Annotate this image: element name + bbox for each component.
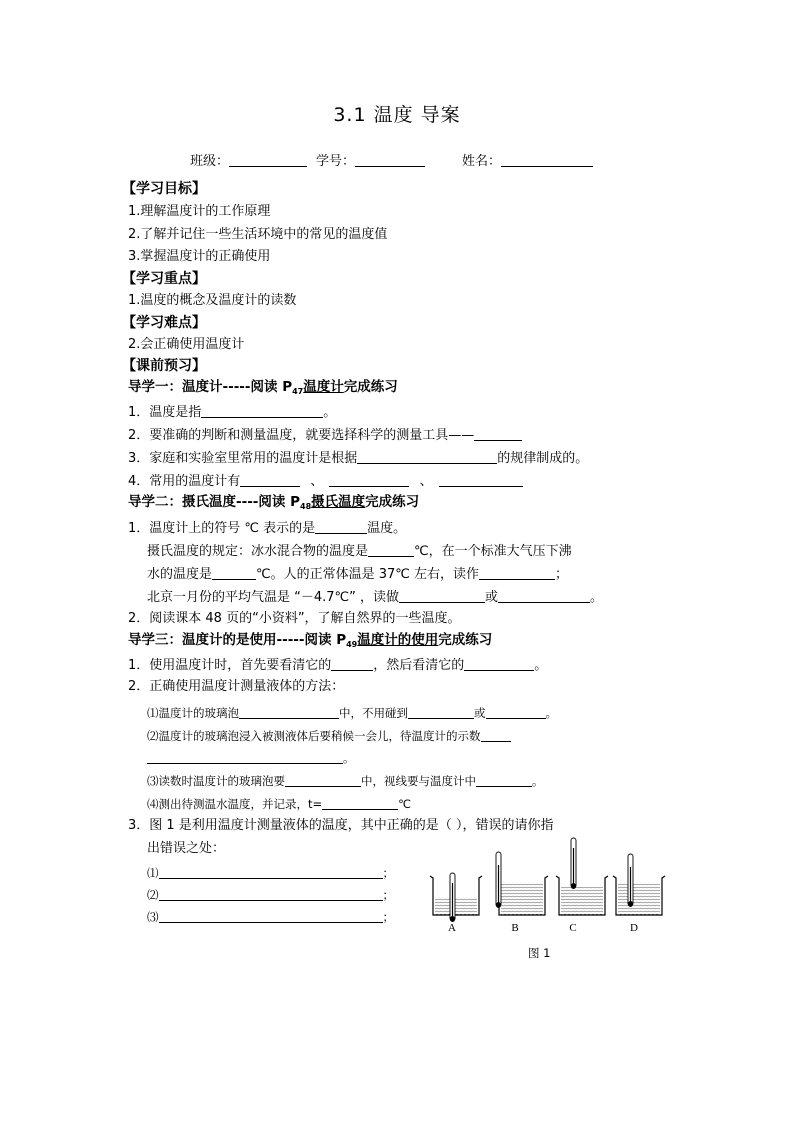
figure-label-a: A xyxy=(448,922,456,934)
name-field xyxy=(462,153,593,168)
class-blank[interactable] xyxy=(229,153,307,167)
guide1-q2: 2．要准确的判断和测量温度，就要选择科学的测量工具—— xyxy=(128,427,522,442)
error-line: ⑵ ； xyxy=(147,888,394,902)
focus-item: 1.温度的概念及温度计的读数 xyxy=(128,293,297,308)
guide1-q3: 3．家庭和实验室里常用的温度计是根据 的规律制成的。 xyxy=(128,451,589,466)
answer-blank[interactable] xyxy=(329,473,409,487)
beaker-c xyxy=(556,838,608,915)
student-id-label: 学号： xyxy=(316,154,356,169)
error-line: ⑶ ； xyxy=(147,910,394,924)
answer-blank[interactable] xyxy=(486,705,546,719)
answer-blank[interactable] xyxy=(464,657,534,671)
page-title: 3.1 温度 导案 xyxy=(333,104,461,126)
guide2-line2: 摄氏温度的规定：冰水混合物的温度是 ℃，在一个标准大气压下沸 xyxy=(147,544,572,559)
figure-label-b: B xyxy=(511,922,519,934)
goals-heading: 【学习目标】 xyxy=(122,181,206,197)
beaker-a xyxy=(430,873,482,922)
goal-item: 1.理解温度计的工作原理 xyxy=(128,204,271,219)
class-label: 班级： xyxy=(190,154,230,169)
guide3-q3-cont: 出错误之处： xyxy=(147,841,226,856)
figure-caption: 图 1 xyxy=(528,946,551,960)
answer-blank[interactable] xyxy=(439,473,523,487)
student-id-field xyxy=(316,153,425,168)
guide2-heading: 导学二：摄氏温度----阅读 $P_{48}$摄氏温度完成练习 xyxy=(128,494,420,511)
guide1-q1: 1．温度是指 。 xyxy=(128,405,337,420)
guide3-step3: ⑶读数时温度计的玻璃泡要 中，视线要与温度计中 。 xyxy=(147,774,544,788)
answer-blank[interactable] xyxy=(331,657,373,671)
guide1-q4: 4．常用的温度计有 、 、 xyxy=(128,473,523,488)
answer-blank[interactable] xyxy=(481,728,511,742)
guide3-q1: 1．使用温度计时，首先要看清它的 ，然后看清它的 。 xyxy=(128,658,548,673)
answer-blank[interactable] xyxy=(212,566,256,580)
student-id-blank[interactable] xyxy=(355,153,425,167)
answer-blank[interactable] xyxy=(159,887,383,901)
answer-blank[interactable] xyxy=(399,589,485,603)
answer-blank[interactable] xyxy=(479,566,555,580)
beaker-b xyxy=(496,852,548,915)
answer-blank[interactable] xyxy=(159,865,383,879)
error-line: ⑴ ； xyxy=(147,866,394,880)
name-blank[interactable] xyxy=(501,153,593,167)
class-field xyxy=(190,153,307,168)
guide2-line4: 北京一月份的平均气温是 “－4.7℃” ，读做 或 。 xyxy=(147,590,604,605)
answer-blank[interactable] xyxy=(201,404,323,418)
answer-blank[interactable] xyxy=(240,473,300,487)
preview-heading: 【课前预习】 xyxy=(122,358,206,374)
beaker-d xyxy=(613,854,665,915)
answer-blank[interactable] xyxy=(147,750,343,764)
difficulty-heading: 【学习难点】 xyxy=(122,315,206,331)
answer-blank[interactable] xyxy=(285,773,361,787)
goal-item: 3.掌握温度计的正确使用 xyxy=(128,249,271,264)
guide3-step2-cont: 。 xyxy=(147,750,355,765)
difficulty-item: 2.会正确使用温度计 xyxy=(128,337,245,352)
answer-blank[interactable] xyxy=(498,589,590,603)
answer-blank[interactable] xyxy=(476,773,532,787)
guide3-q2: 2．正确使用温度计测量液体的方法： xyxy=(128,679,345,694)
answer-blank[interactable] xyxy=(357,450,497,464)
guide2-q2: 2．阅读课本 48 页的“小资料”，了解自然界的一些温度。 xyxy=(128,611,461,626)
figure-label-d: D xyxy=(630,922,638,934)
guide1-heading: 导学一：温度计-----阅读 $P_{47}$温度计完成练习 xyxy=(128,379,398,396)
answer-blank[interactable] xyxy=(474,427,522,441)
guide3-step1: ⑴温度计的玻璃泡 中，不用碰到 或 。 xyxy=(147,706,557,720)
focus-heading: 【学习重点】 xyxy=(122,271,206,287)
guide3-step4: ⑷测出待测温水温度，并记录，t= ℃ xyxy=(147,797,412,811)
answer-blank[interactable] xyxy=(322,796,398,810)
answer-blank[interactable] xyxy=(368,543,414,557)
answer-blank[interactable] xyxy=(315,520,367,534)
guide2-line3: 水的温度是 ℃。人的正常体温是 37℃ 左右，读作 ； xyxy=(147,567,569,582)
answer-blank[interactable] xyxy=(239,705,339,719)
goal-item: 2.了解并记住一些生活环境中的常见的温度值 xyxy=(128,227,388,242)
guide3-step2: ⑵温度计的玻璃泡浸入被测液体后要稍候一会儿，待温度计的示数 xyxy=(147,728,511,743)
answer-blank[interactable] xyxy=(159,909,383,923)
guide3-heading: 导学三：温度计的是使用-----阅读 $P_{49}$温度计的使用完成练习 xyxy=(128,632,493,649)
guide3-q3: 3．图 1 是利用温度计测量液体的温度，其中正确的是（ ），错误的请你指 xyxy=(128,818,554,833)
guide2-q1: 1．温度计上的符号 ℃ 表示的是 温度。 xyxy=(128,521,407,536)
name-label: 姓名： xyxy=(462,154,502,169)
figure-label-c: C xyxy=(569,922,577,934)
answer-blank[interactable] xyxy=(408,705,474,719)
